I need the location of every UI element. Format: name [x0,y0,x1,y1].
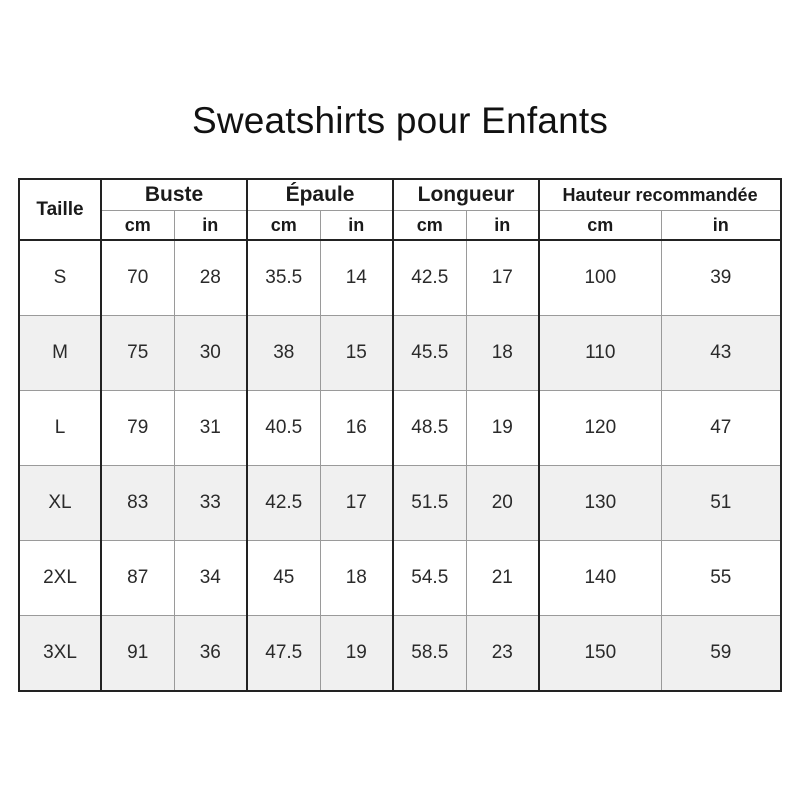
table-row-size-s [19,240,781,316]
size-cell: 2XL [19,541,101,616]
cell-bust-cm: 70 [101,240,174,316]
cell-shoulder-in: 17 [320,466,393,541]
cell-length-in: 23 [466,616,539,692]
header-unit-row [19,211,781,241]
cell-bust-in: 28 [174,240,247,316]
cell-height-in: 59 [661,616,781,692]
cell-shoulder-in: 16 [320,391,393,466]
cell-shoulder-cm: 42.5 [247,466,320,541]
cell-bust-in: 30 [174,316,247,391]
unit-header-shoulder-in: in [320,211,393,241]
group-header-bust: Buste [101,179,247,211]
cell-height-cm: 150 [539,616,661,692]
group-header-shoulder: Épaule [247,179,393,211]
table-row-size-2xl [19,541,781,616]
size-column-header: Taille [19,179,101,240]
cell-bust-cm: 75 [101,316,174,391]
size-cell: S [19,240,101,316]
cell-length-in: 17 [466,240,539,316]
cell-height-in: 47 [661,391,781,466]
size-cell: L [19,391,101,466]
group-header-length: Longueur [393,179,539,211]
cell-length-cm: 48.5 [393,391,466,466]
cell-bust-in: 34 [174,541,247,616]
cell-bust-in: 31 [174,391,247,466]
table-row-size-m [19,316,781,391]
cell-height-in: 43 [661,316,781,391]
unit-header-bust-cm: cm [101,211,174,241]
cell-shoulder-in: 15 [320,316,393,391]
unit-header-length-cm: cm [393,211,466,241]
group-header-recommended-height: Hauteur recommandée [539,179,781,211]
cell-shoulder-cm: 40.5 [247,391,320,466]
cell-length-cm: 45.5 [393,316,466,391]
table-row-size-l [19,391,781,466]
cell-height-in: 55 [661,541,781,616]
cell-bust-cm: 83 [101,466,174,541]
cell-length-cm: 51.5 [393,466,466,541]
cell-height-cm: 130 [539,466,661,541]
cell-shoulder-cm: 47.5 [247,616,320,692]
cell-length-cm: 42.5 [393,240,466,316]
cell-bust-cm: 79 [101,391,174,466]
header-group-row [19,179,781,211]
cell-length-cm: 58.5 [393,616,466,692]
cell-shoulder-in: 18 [320,541,393,616]
page-title: Sweatshirts pour Enfants [191,100,609,141]
size-chart-table [18,178,782,692]
cell-bust-in: 33 [174,466,247,541]
cell-height-cm: 110 [539,316,661,391]
cell-length-cm: 54.5 [393,541,466,616]
unit-header-shoulder-cm: cm [247,211,320,241]
cell-shoulder-cm: 45 [247,541,320,616]
cell-bust-cm: 91 [101,616,174,692]
cell-length-in: 21 [466,541,539,616]
table-header [19,179,781,240]
cell-height-in: 39 [661,240,781,316]
cell-shoulder-in: 19 [320,616,393,692]
cell-shoulder-cm: 38 [247,316,320,391]
cell-bust-in: 36 [174,616,247,692]
cell-height-cm: 100 [539,240,661,316]
cell-shoulder-in: 14 [320,240,393,316]
unit-header-length-in: in [466,211,539,241]
table-row-size-xl [19,466,781,541]
unit-header-bust-in: in [174,211,247,241]
cell-length-in: 20 [466,466,539,541]
cell-height-in: 51 [661,466,781,541]
cell-height-cm: 120 [539,391,661,466]
unit-header-height-cm: cm [539,211,661,241]
size-cell: XL [19,466,101,541]
unit-header-height-in: in [661,211,781,241]
size-cell: 3XL [19,616,101,692]
cell-height-cm: 140 [539,541,661,616]
cell-bust-cm: 87 [101,541,174,616]
cell-length-in: 19 [466,391,539,466]
size-cell: M [19,316,101,391]
cell-shoulder-cm: 35.5 [247,240,320,316]
cell-length-in: 18 [466,316,539,391]
table-body [19,240,781,691]
table-row-size-3xl [19,616,781,692]
